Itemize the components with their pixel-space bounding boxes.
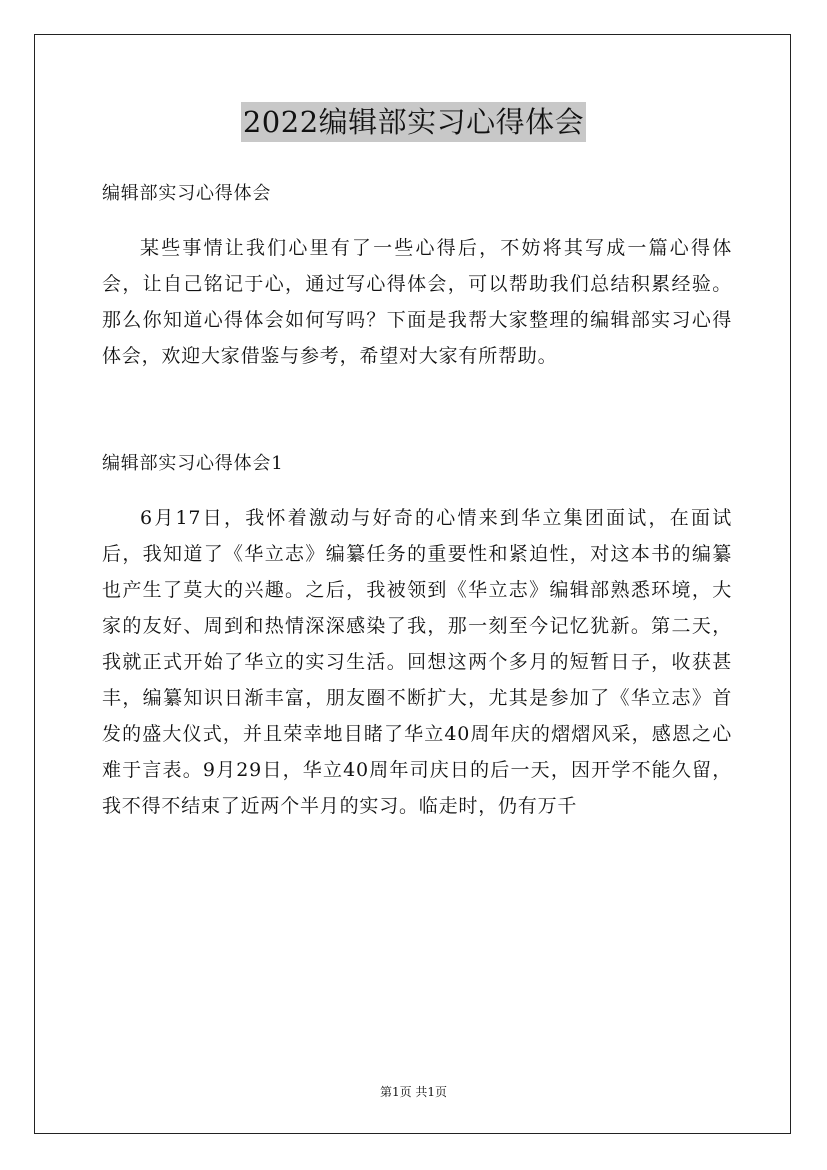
page-footer: 第1页 共1页 [379,1085,448,1099]
section-heading-1: 编辑部实习心得体会 [102,183,272,204]
title-wrap [0,102,827,142]
intro-paragraph: 某些事情让我们心里有了一些心得后，不妨将其写成一篇心得体会，让自己铭记于心，通过写心得体会，可以帮助我们总结积累经验。那么你知道心得体会如何写吗？下面是我帮大家整理的编辑部实习心得体会，欢迎大家借鉴与参考，希望对大家有所帮助。 [102,237,732,367]
document-title: 2022编辑部实习心得体会 [241,102,586,142]
body-paragraph: 6月17日，我怀着激动与好奇的心情来到华立集团面试，在面试后，我知道了《华立志》编纂任务的重要性和紧迫性，对这本书的编纂也产生了莫大的兴趣。之后，我被领到《华立志》编辑部熟悉环境，大家的友好、周到和热情深深感染了我，那一刻至今记忆犹新。第二天，我就正式开始了华立的实习生活。回想这两个多月的短暂日子，收获甚丰，编纂知识日渐丰富，朋友圈不断扩大，尤其是参加了《华立志》首发的盛大仪式，并且荣幸地目睹了华立40周年庆的熠熠风采，感恩之心难于言表。9月29日，华立40周年司庆日的后一天，因开学不能久留，我不得不结束了近两个半月的实习。临走时，仍有万千 [102,507,732,817]
document-body [102,176,732,824]
spacer [102,374,732,446]
section-heading-2: 编辑部实习心得体会1 [102,453,284,474]
